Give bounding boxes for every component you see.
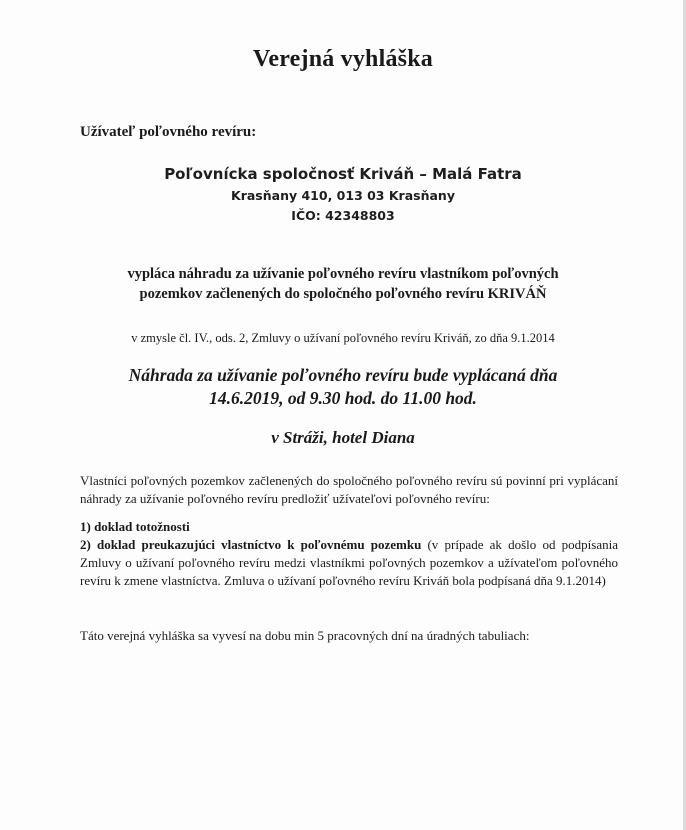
intro-statement xyxy=(0,264,686,304)
ownership-document-title: 2) doklad preukazujúci vlastníctvo k poľovnému pozemku xyxy=(80,537,422,552)
ownership-document-note: (v prípade ak došlo od podpísania Zmluvy o užívaní poľovného revíru medzi vlastníkmi poľovných pozemkov a užívateľom poľovného revíru k zmene vlastníctva. Zmluva o užívaní poľovného revíru Kriváň bola podpísaná dňa 9.1.2014) xyxy=(80,537,618,588)
payment-location: v Stráži, hotel Diana xyxy=(271,428,415,447)
list-item-identity-document: 1) doklad totožnosti xyxy=(80,519,190,534)
organization-address: Krasňany 410, 013 03 Krasňany xyxy=(231,188,455,203)
payment-line-1: Náhrada za užívanie poľovného revíru bude vyplácaná dňa xyxy=(128,365,558,385)
intro-line-2: pozemkov začlenených do spoločného poľovného revíru KRIVÁŇ xyxy=(139,286,547,302)
owner-obligation-paragraph: Vlastníci poľovných pozemkov začlenených do spoločného poľovného revíru sú povinní pri vyplácaní náhrady za užívanie poľovného revíru predložiť užívateľovi poľovného revíru: xyxy=(80,473,618,506)
organization-name: Poľovnícka spoločnosť Kriváň – Malá Fatra xyxy=(164,165,522,183)
payment-line-2: 14.6.2019, od 9.30 hod. do 11.00 hod. xyxy=(209,388,477,408)
document-title: Verejná vyhláška xyxy=(253,46,433,72)
required-documents-list xyxy=(80,518,618,590)
user-label: Užívateľ poľovného revíru: xyxy=(80,124,257,140)
organization-ico: IČO: 42348803 xyxy=(291,208,395,223)
closing-statement: Táto verejná vyhláška sa vyvesí na dobu min 5 pracovných dní na úradných tabuliach: xyxy=(80,628,530,643)
payment-announcement xyxy=(0,364,686,410)
intro-line-1: vypláca náhradu za užívanie poľovného revíru vlastníkom poľovných xyxy=(127,266,559,282)
list-item-ownership-document xyxy=(80,536,618,590)
legal-reference: v zmysle čl. IV., ods. 2, Zmluvy o užívaní poľovného revíru Kriváň, zo dňa 9.1.2014 xyxy=(131,331,555,345)
